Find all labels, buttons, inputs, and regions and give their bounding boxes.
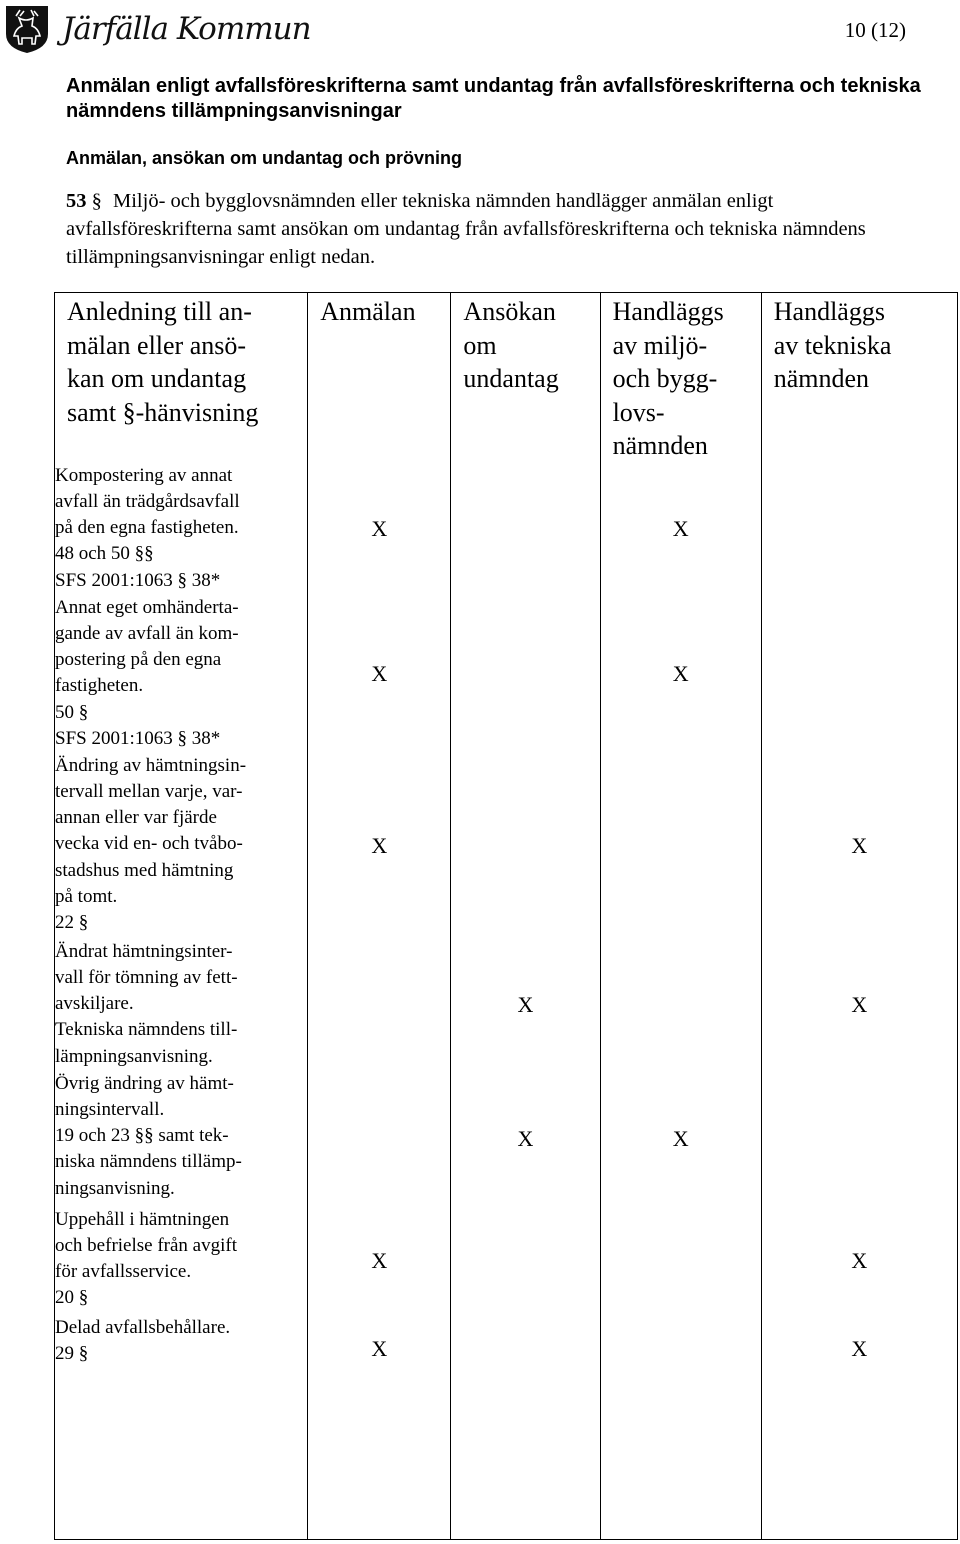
header-line: kan om undantag	[67, 364, 247, 393]
section-subheading: Anmälan, ansökan om undantag och prövning	[66, 148, 463, 168]
reason-line: 22 §	[55, 912, 89, 934]
x-mark: X	[672, 515, 689, 541]
mark-cell	[600, 753, 761, 939]
column-header-exemption	[451, 293, 600, 463]
shield-reindeer-icon	[4, 4, 50, 54]
reason-line: annan eller var fjärde	[55, 807, 217, 829]
reason-line: 50 §	[55, 701, 89, 723]
reason-cell	[55, 1315, 308, 1383]
table-row	[55, 1315, 958, 1383]
mark-cell	[308, 1207, 451, 1315]
mark-cell	[761, 1315, 957, 1383]
procedure-table	[54, 292, 958, 1540]
mark-cell	[600, 939, 761, 1071]
reason-line: och befrielse från avgift	[55, 1234, 237, 1256]
mark-cell	[761, 595, 957, 753]
reason-line: avskiljare.	[55, 993, 134, 1015]
column-header-reason	[55, 293, 308, 463]
reason-line: för avfallsservice.	[55, 1261, 192, 1283]
header-line: Ansökan	[463, 297, 556, 326]
mark-cell	[600, 1207, 761, 1315]
mark-cell	[451, 463, 600, 595]
intro-paragraph	[66, 187, 936, 271]
reason-line: stadshus med hämtning	[55, 859, 234, 881]
reason-cell	[55, 1207, 308, 1315]
mark-cell	[761, 753, 957, 939]
x-mark: X	[371, 515, 388, 541]
empty-row	[55, 1383, 958, 1540]
x-mark: X	[371, 832, 388, 858]
x-mark: X	[517, 991, 534, 1017]
reason-line: 19 och 23 §§ samt tek-	[55, 1125, 229, 1147]
reason-line: tervall mellan varje, var-	[55, 780, 243, 802]
reason-line: ningsanvisning.	[55, 1177, 175, 1199]
x-mark: X	[371, 660, 388, 686]
table-header-row	[55, 293, 958, 463]
reason-cell	[55, 1071, 308, 1207]
header-line: av tekniska	[773, 330, 892, 360]
table-body	[55, 463, 958, 1540]
mark-cell	[600, 463, 761, 595]
reason-line: Delad avfallsbehållare.	[55, 1316, 231, 1338]
x-mark: X	[517, 1125, 534, 1151]
intro-text: Miljö- och bygglovsnämnden eller tekniska nämnden handlägger anmälan enligt avfallsföreskrifterna samt ansökan om undantag från avfallsföreskrifterna och tekniska nämndens tillämpningsanvisningar enligt nedan.	[66, 190, 866, 268]
reason-line: gande av avfall än kom-	[55, 622, 239, 644]
mark-cell	[600, 1071, 761, 1207]
reason-line: lämpningsanvisning.	[55, 1045, 213, 1067]
x-mark: X	[371, 1247, 388, 1273]
x-mark: X	[672, 1125, 689, 1151]
reason-line: avfall än trädgårdsavfall	[55, 490, 240, 512]
reason-line: vecka vid en- och tvåbo-	[55, 833, 243, 855]
mark-cell	[451, 753, 600, 939]
reason-line: Kompostering av annat	[55, 464, 233, 486]
header-line: om	[463, 330, 497, 360]
reason-line: på den egna fastigheten.	[55, 517, 239, 539]
reason-line: vall för tömning av fett-	[55, 966, 238, 988]
reason-line: Övrig ändring av hämt-	[55, 1072, 234, 1094]
reason-line: Uppehåll i hämtningen	[55, 1208, 230, 1230]
reason-line: ningsintervall.	[55, 1098, 165, 1120]
document-heading: Anmälan enligt avfallsföreskrifterna samt undantag från avfallsföreskrifterna och tekniska nämndens tillämpningsanvisningar	[66, 75, 921, 122]
empty-cell	[600, 1383, 761, 1540]
column-header-environment-board	[600, 293, 761, 463]
reason-line: niska nämndens tillämp-	[55, 1151, 242, 1173]
reason-line: SFS 2001:1063 § 38*	[55, 727, 221, 749]
table-row	[55, 595, 958, 753]
reason-line: 29 §	[55, 1342, 89, 1364]
paragraph-number: 53	[66, 190, 87, 212]
table-row	[55, 1071, 958, 1207]
header-line: nämnden	[612, 431, 708, 460]
reason-cell	[55, 939, 308, 1071]
table-row	[55, 753, 958, 939]
table-row	[55, 1207, 958, 1315]
reason-line: fastigheten.	[55, 675, 144, 697]
header-line: Anledning till an-	[67, 297, 252, 326]
reason-line: 48 och 50 §§	[55, 543, 154, 565]
reason-line: 20 §	[55, 1287, 89, 1309]
x-mark: X	[851, 991, 868, 1017]
header-line: undantag	[463, 364, 559, 393]
mark-cell	[451, 595, 600, 753]
mark-cell	[761, 939, 957, 1071]
table-row	[55, 939, 958, 1071]
header-line: nämnden	[773, 364, 870, 393]
x-mark: X	[371, 1335, 388, 1361]
column-header-technical-board	[761, 293, 957, 463]
reason-line: postering på den egna	[55, 649, 222, 671]
page-number: 10 (12)	[844, 18, 906, 42]
municipality-logo	[4, 4, 311, 54]
empty-cell	[308, 1383, 451, 1540]
mark-cell	[451, 1207, 600, 1315]
mark-cell	[600, 595, 761, 753]
header-line: samt §-hänvisning	[67, 397, 259, 427]
reason-line: på tomt.	[55, 885, 118, 907]
section-sign: §	[91, 190, 102, 212]
reason-line: Tekniska nämndens till-	[55, 1019, 238, 1041]
reason-cell	[55, 595, 308, 753]
header-line: lovs-	[612, 397, 665, 427]
mark-cell	[451, 1315, 600, 1383]
x-mark: X	[672, 660, 689, 686]
x-mark: X	[851, 1247, 868, 1273]
empty-cell	[451, 1383, 600, 1540]
header-line: Handläggs	[612, 297, 724, 326]
logo-wordmark: Järfälla Kommun	[62, 11, 311, 47]
header-line: av miljö-	[612, 330, 708, 360]
mark-cell	[308, 1315, 451, 1383]
mark-cell	[761, 1071, 957, 1207]
mark-cell	[308, 939, 451, 1071]
x-mark: X	[851, 1335, 868, 1361]
column-header-notification	[308, 293, 451, 463]
reason-cell	[55, 753, 308, 939]
header-line: Handläggs	[773, 297, 885, 326]
reason-line: Ändrat hämtningsinter-	[55, 940, 233, 962]
empty-cell	[55, 1383, 308, 1540]
mark-cell	[761, 463, 957, 595]
mark-cell	[308, 595, 451, 753]
header-line: mälan eller ansö-	[67, 330, 247, 360]
mark-cell	[308, 1071, 451, 1207]
reason-cell	[55, 463, 308, 595]
mark-cell	[308, 463, 451, 595]
mark-cell	[451, 1071, 600, 1207]
empty-cell	[761, 1383, 957, 1540]
table-row	[55, 463, 958, 595]
mark-cell	[308, 753, 451, 939]
mark-cell	[451, 939, 600, 1071]
x-mark: X	[851, 832, 868, 858]
mark-cell	[761, 1207, 957, 1315]
header-line: och bygg-	[612, 364, 718, 393]
reason-line: Annat eget omhänderta-	[55, 596, 239, 618]
reason-line: SFS 2001:1063 § 38*	[55, 569, 221, 591]
header-line: Anmälan	[320, 297, 416, 326]
mark-cell	[600, 1315, 761, 1383]
reason-line: Ändring av hämtningsin-	[55, 754, 247, 776]
